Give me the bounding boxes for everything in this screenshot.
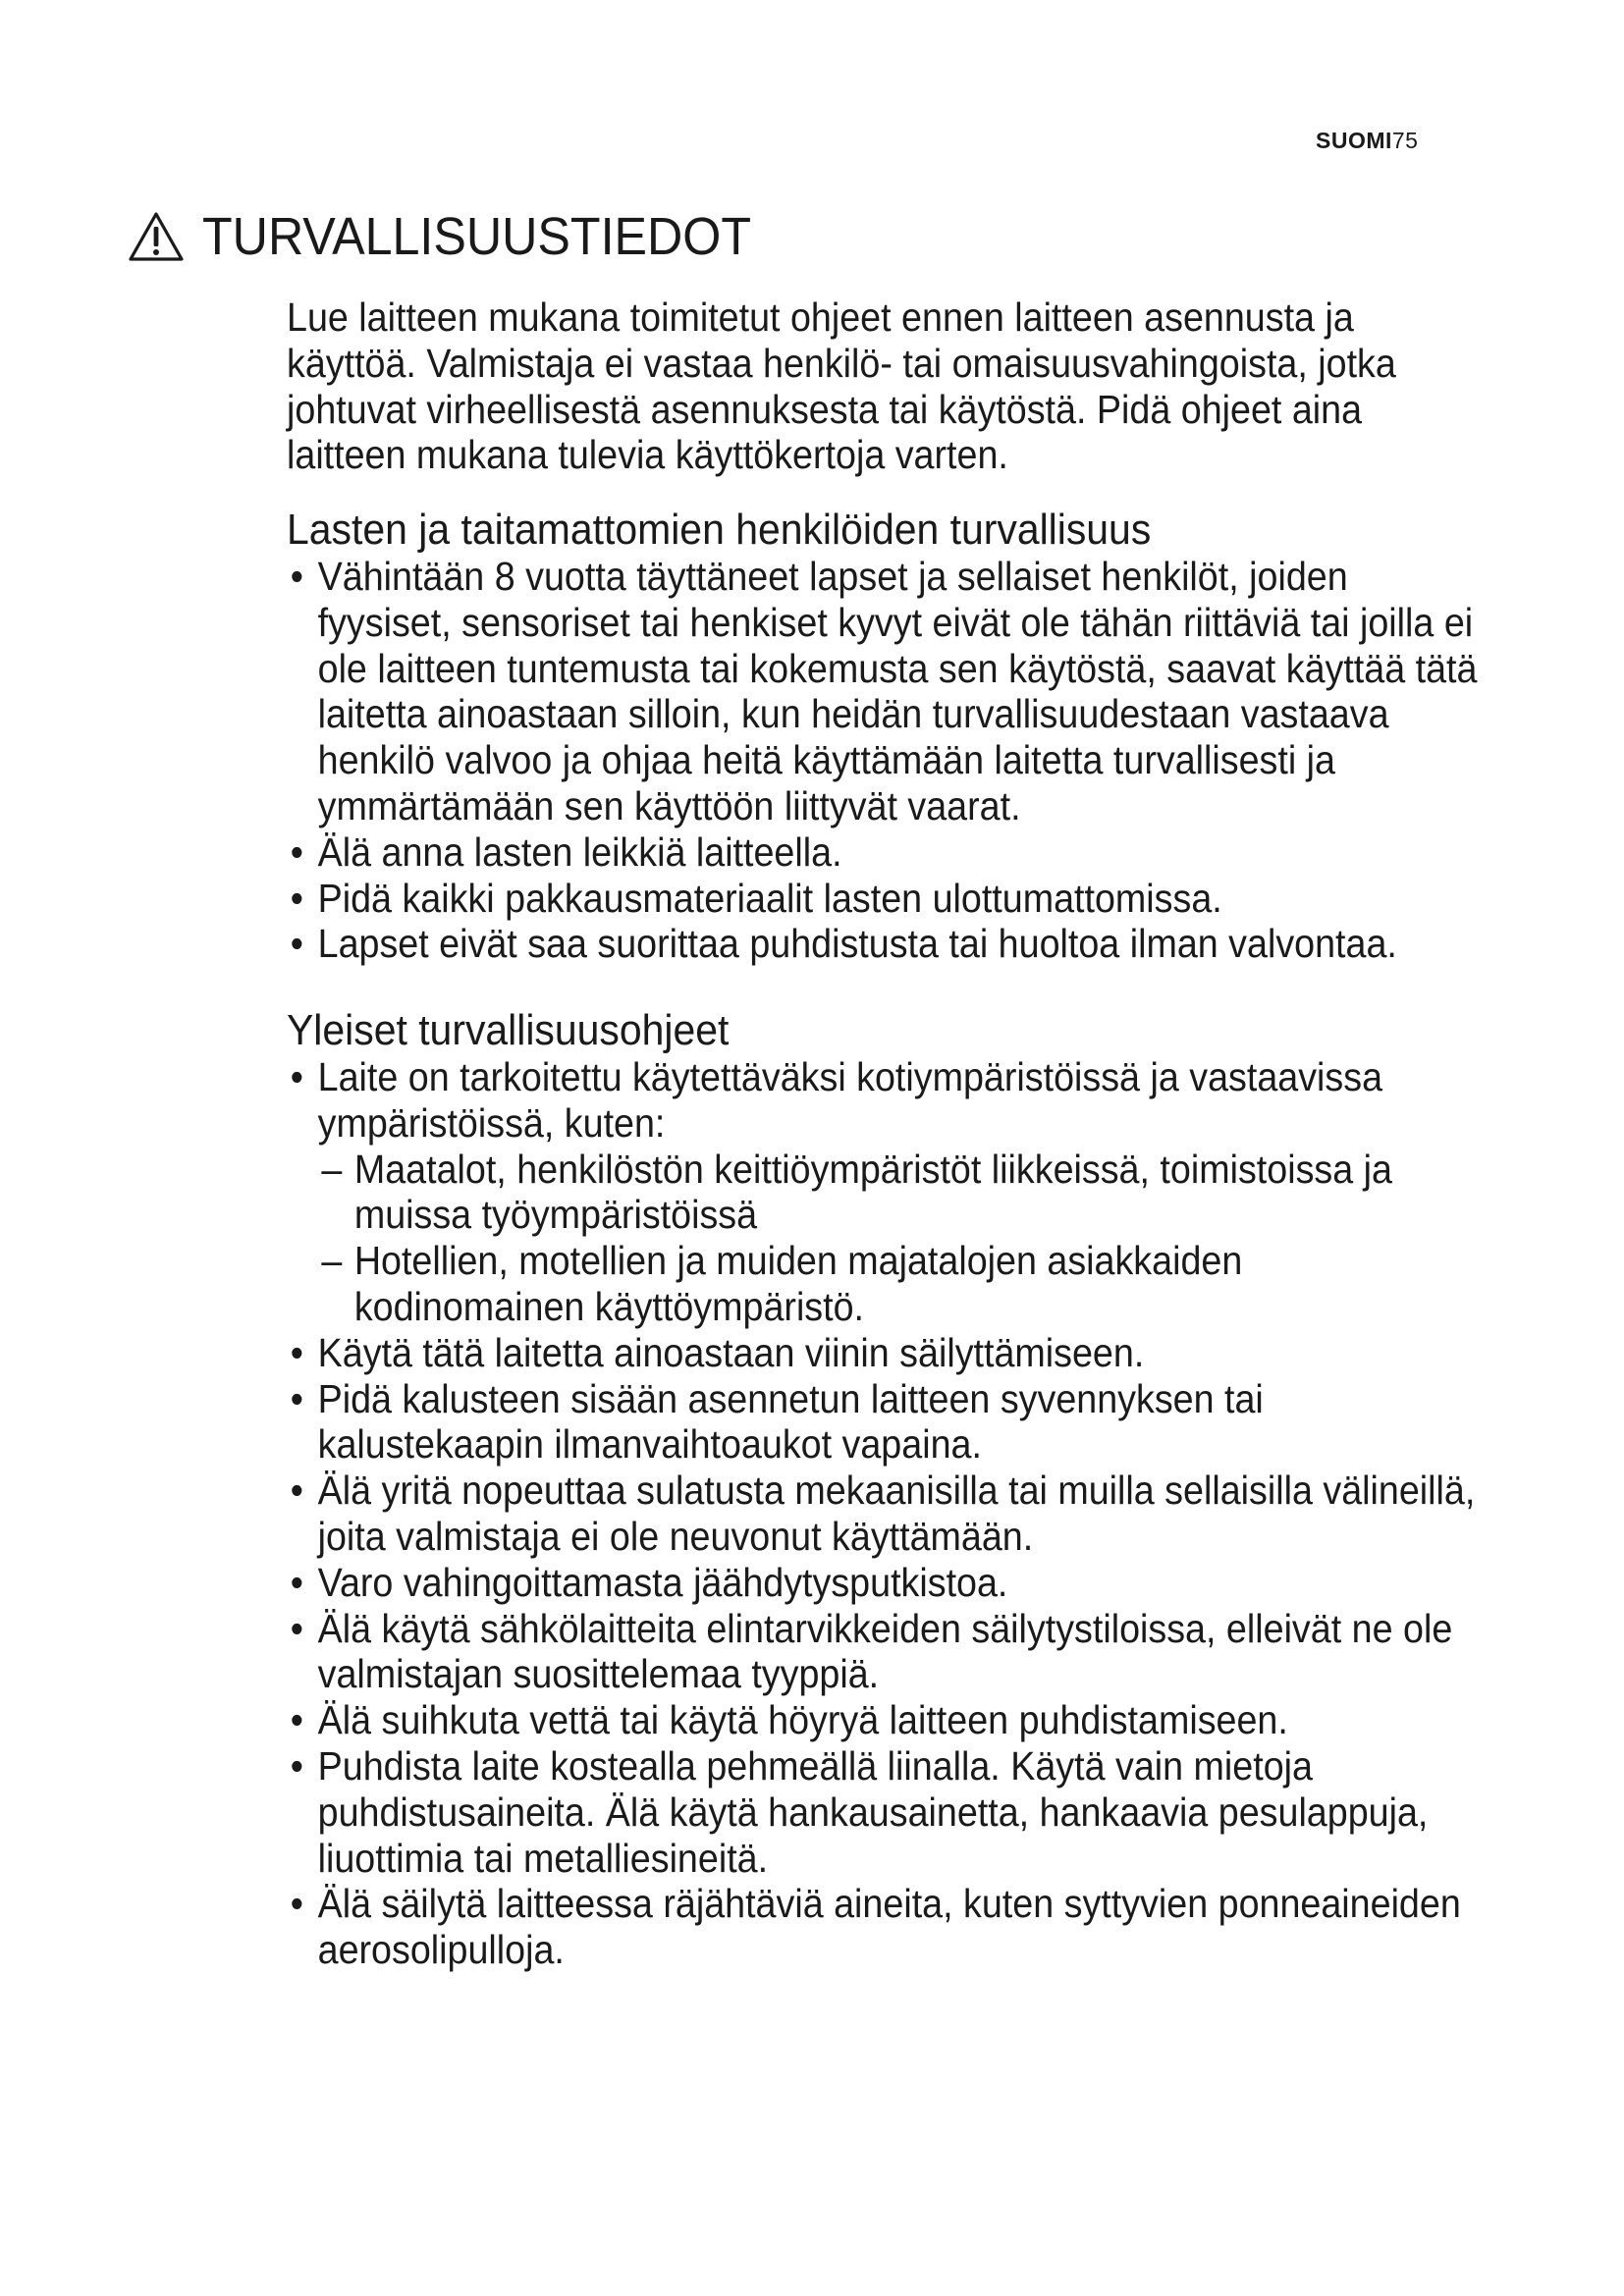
section-title-child-safety: Lasten ja taitamattomien henkilöiden turvallisuus [287,506,1152,555]
list-item: • Älä säilytä laitteessa räjähtäviä aineita, kuten syttyvien ponneaineiden aerosolipulloja. [287,1881,1480,1973]
list-item-text: Laite on tarkoitettu käytettäväksi kotiympäristöissä ja vastaavissa ympäristöissä, kuten: [317,1053,1383,1146]
list-item: • Älä suihkuta vettä tai käytä höyryä laitteen puhdistamiseen. [287,1697,1480,1743]
list-item: • Lapset eivät saa suorittaa puhdistusta tai huoltoa ilman valvontaa. [287,921,1480,967]
page-number: 75 [1391,128,1419,153]
list-item: • Vähintään 8 vuotta täyttäneet lapset ja sellaiset henkilöt, joiden fyysiset, sensoriset tai henkiset kyvyt eivät ole tähän riittäviä tai joilla ei ole laitteen tuntemusta tai kokemusta sen käytöstä, saavat käyttää tätä laitetta ainoastaan silloin, kun heidän turvallisuudestaan vastaava henkilö valvoo ja ohjaa heitä käyttämään laitetta turvallisesti ja ymmärtämään sen käyttöön liittyvät vaarat. [287,554,1480,829]
title-row [128,206,792,267]
list-item: • Puhdista laite kostealla pehmeällä liinalla. Käytä vain mietoja puhdistusaineita. Älä käytä hankausainetta, hankaavia pesulappuja, liuottimia tai metalliesineitä. [287,1743,1480,1881]
list-item: • Käytä tätä laitetta ainoastaan viinin säilyttämiseen. [287,1330,1480,1376]
list-item: • Varo vahingoittamasta jäähdytysputkistoa. [287,1560,1480,1606]
sub-list-item: – Hotellien, motellien ja muiden majatalojen asiakkaiden kodinomainen käyttöympäristö. [287,1238,1480,1330]
language-label: SUOMI [1316,128,1392,153]
list-item [287,1054,1480,1330]
list-item: • Älä yritä nopeuttaa sulatusta mekaanisilla tai muilla sellaisilla välineillä, joita valmistaja ei ole neuvonut käyttämään. [287,1468,1480,1560]
page-header [1316,128,1418,154]
sub-list-item: – Maatalot, henkilöstön keittiöympäristöt liikkeissä, toimistoissa ja muissa työympäristöissä [287,1147,1480,1239]
list-item: • Älä anna lasten leikkiä laitteella. [287,829,1480,876]
section-title-general-safety: Yleiset turvallisuusohjeet [287,1006,730,1055]
page-title: TURVALLISUUSTIEDOT [202,207,752,266]
sub-list [287,1147,1480,1330]
content [287,294,1478,1973]
list-item: • Pidä kaikki pakkausmateriaalit lasten ulottumattomissa. [287,876,1480,922]
general-safety-list [287,1054,1480,1973]
list-item: • Älä käytä sähkölaitteita elintarvikkeiden säilytystiloissa, elleivät ne ole valmistajan suosittelemaa tyyppiä. [287,1606,1480,1698]
intro-paragraph: Lue laitteen mukana toimitetut ohjeet ennen laitteen asennusta ja käyttöä. Valmistaja ei vastaa henkilö- tai omaisuusvahingoista, jotka johtuvat virheellisestä asennuksesta tai käytöstä. Pidä ohjeet aina laitteen mukana tulevia käyttökertoja varten. [287,294,1396,478]
warning-triangle-icon [128,210,185,263]
child-safety-list [287,554,1480,967]
list-item: • Pidä kalusteen sisään asennetun laitteen syvennyksen tai kalustekaapin ilmanvaihtoaukot vapaina. [287,1376,1480,1468]
